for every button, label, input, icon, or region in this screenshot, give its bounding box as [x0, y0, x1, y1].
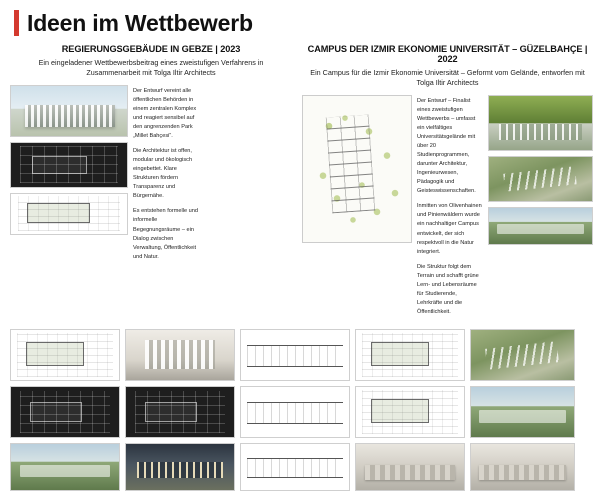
campus-plan-detail-image	[355, 329, 465, 381]
page-header	[0, 0, 603, 42]
campus-block-plan-image	[355, 386, 465, 438]
campus-landscape-render-image	[470, 386, 575, 438]
campus-section-2-image	[240, 386, 350, 438]
paragraph: Der Entwurf – Finalist eines zweistufigen Wettbewerbs – umfasst ein vielfältiges Universitätsgelände mit über 20 Studienprogrammen, darunter Architektur, Ingenieurwesen, Pädagogik und Geisteswissenschaften.	[417, 97, 476, 195]
project-description	[133, 85, 199, 268]
image-gallery	[0, 323, 603, 499]
site-plan-dark-image	[10, 142, 128, 188]
campus-landscape-image	[488, 207, 593, 245]
campus-section-1-image	[240, 329, 350, 381]
gebze-plan-dark-2-image	[10, 386, 120, 438]
campus-model-photo-image	[355, 443, 465, 491]
floor-plan-light-image	[10, 193, 128, 235]
campus-canopy-render-image	[488, 95, 593, 151]
accent-bar	[14, 10, 19, 36]
gallery-column-5	[470, 329, 575, 491]
project-subtitle: Ein eingeladener Wettbewerbsbeitrag eines zweistufigen Verfahrens in Zusammenarbeit mit Tolga Iltir Architects	[38, 58, 264, 78]
campus-master-plan-image	[302, 95, 412, 243]
gallery-column-2	[125, 329, 235, 491]
paragraph: Die Struktur folgt dem Terrain und schafft grüne Lern- und Lebensräume für Studierende, Lehrkräfte und die Öffentlichkeit.	[417, 263, 479, 315]
campus-aerial-render-image	[488, 156, 593, 202]
campus-aerial-2-image	[470, 329, 575, 381]
project-image-stack	[488, 95, 593, 323]
project-image-stack	[10, 85, 128, 268]
project-title: CAMPUS DER IZMIR EKONOMIE UNIVERSITÄT – GÜZELBAHÇE | 2022	[307, 44, 588, 64]
project-columns	[0, 42, 603, 323]
gallery-column-3	[240, 329, 350, 491]
project-content	[10, 85, 292, 268]
gallery-column-4	[355, 329, 465, 491]
project-description	[417, 95, 483, 323]
paragraph: Der Entwurf vereint alle öffentlichen Behörden in einem zentralen Komplex und reagiert sensibel auf den angrenzenden Park „Millet Bahçesi“.	[133, 87, 197, 140]
paragraph: Die Architektur ist offen, modular und ökologisch eingebettet. Klare Strukturen fördern Transparenz und Bürgernähe.	[133, 148, 193, 200]
project-title: REGIERUNGSGEBÄUDE IN GEBZE | 2023	[61, 44, 241, 54]
paragraph: Inmitten von Olivenhainen und Pinienwäldern wurde ein nachhaltiger Campus entwickelt, der sich respektvoll in die Natur integriert.	[417, 203, 482, 255]
page-title: Ideen im Wettbewerb	[27, 9, 253, 36]
gebze-interior-render-image	[125, 329, 235, 381]
gebze-night-view-image	[125, 443, 235, 491]
project-subtitle: Ein Campus für die Izmir Ekonomie Universität – Geformt vom Gelände, entworfen mit Tolga Iltir Architects	[310, 68, 585, 88]
gebze-facade-section-image	[125, 386, 235, 438]
gebze-aerial-photo-image	[10, 443, 120, 491]
paragraph: Es entstehen formelle und informelle Begegnungsräume – ein Dialog zwischen Verwaltung, Öffentlichkeit und Natur.	[133, 208, 198, 260]
project-content	[302, 95, 593, 323]
gebze-site-plan-1-image	[10, 329, 120, 381]
campus-section-3-image	[240, 443, 350, 491]
exterior-render-image	[10, 85, 128, 137]
project-izmir	[302, 42, 593, 323]
campus-model-photo-2-image	[470, 443, 575, 491]
gallery-column-1	[10, 329, 120, 491]
project-gebze	[10, 42, 292, 323]
